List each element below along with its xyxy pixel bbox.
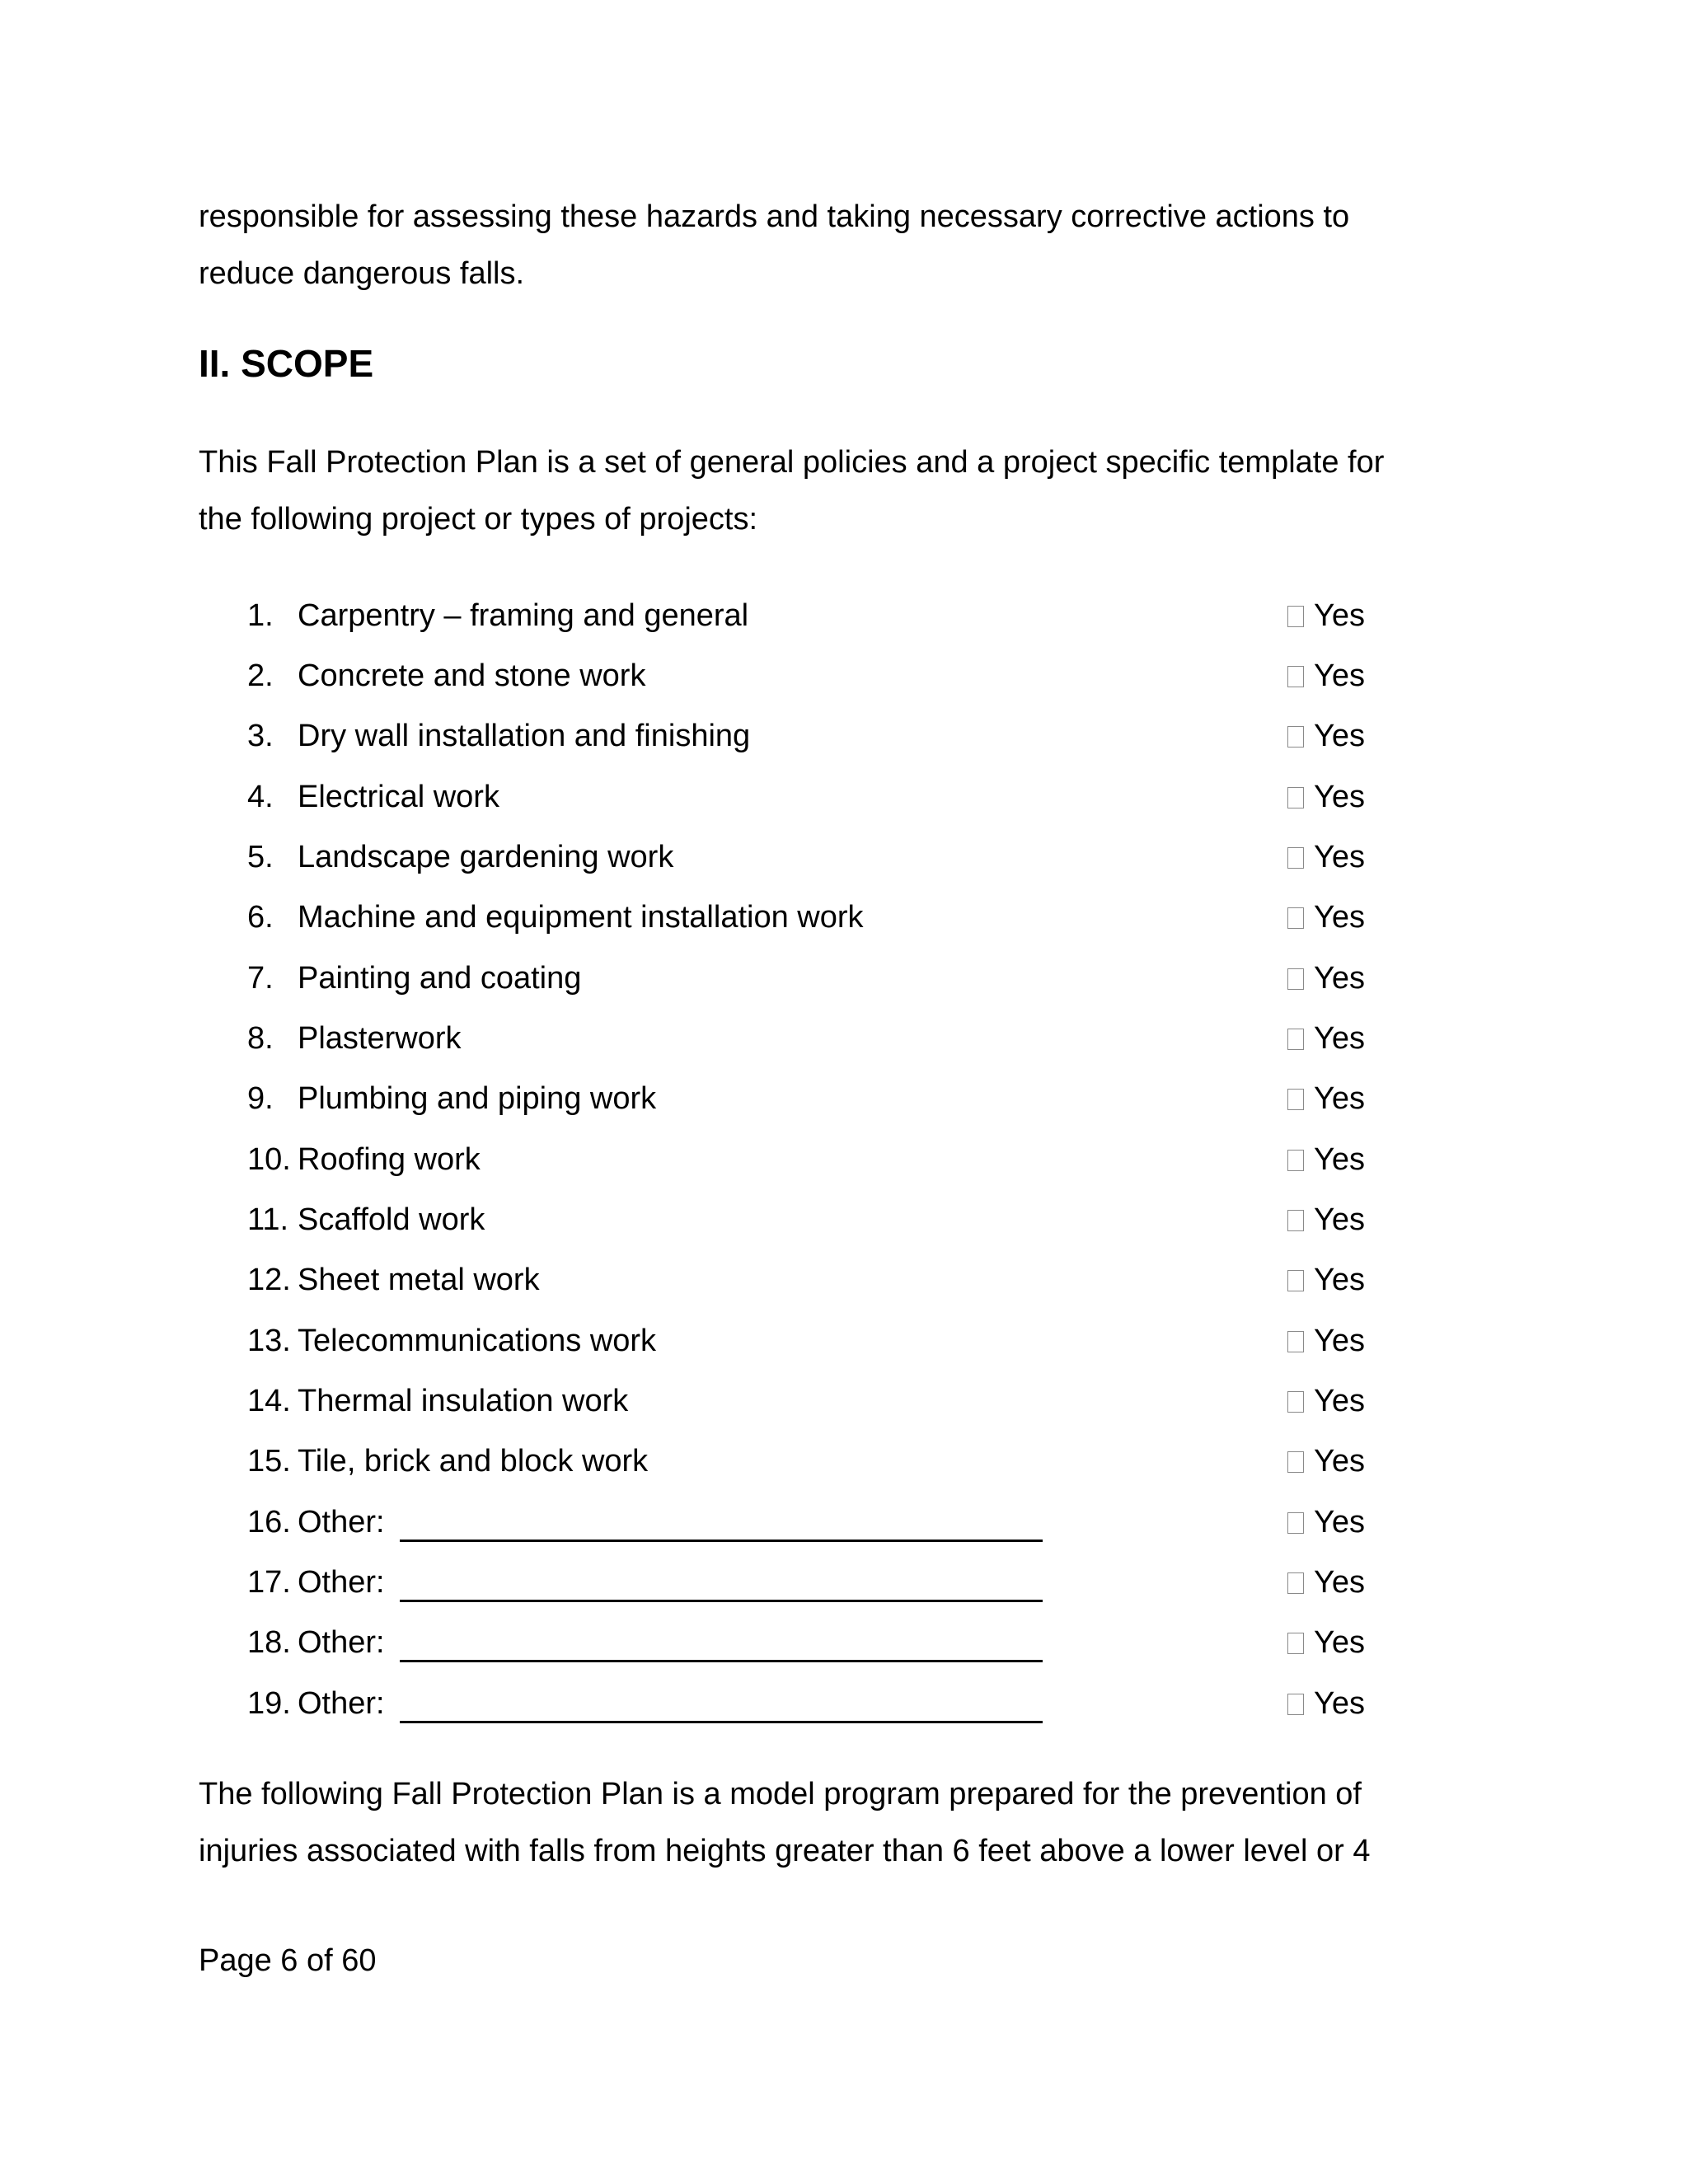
item-label: Electrical work	[298, 780, 499, 814]
item-number: 7.	[247, 961, 274, 996]
yes-label: Yes	[1314, 658, 1365, 693]
yes-label: Yes	[1314, 1444, 1365, 1479]
checkbox-icon[interactable]	[1287, 1029, 1304, 1050]
yes-label: Yes	[1314, 1142, 1365, 1177]
section-heading: II. SCOPE	[199, 342, 374, 385]
yes-label: Yes	[1314, 1686, 1365, 1721]
yes-label: Yes	[1314, 1081, 1365, 1116]
yes-option[interactable]	[1287, 1612, 1365, 1673]
item-number: 19.	[247, 1686, 291, 1721]
checkbox-icon[interactable]	[1287, 1572, 1304, 1594]
yes-option[interactable]	[1287, 827, 1365, 888]
checkbox-icon[interactable]	[1287, 1150, 1304, 1171]
yes-option[interactable]	[1287, 1008, 1365, 1069]
yes-label: Yes	[1314, 1021, 1365, 1056]
item-number: 3.	[247, 719, 274, 753]
checkbox-icon[interactable]	[1287, 1633, 1304, 1654]
yes-label: Yes	[1314, 719, 1365, 753]
item-label: Concrete and stone work	[298, 658, 646, 693]
item-label: Sheet metal work	[298, 1263, 540, 1297]
paragraph-line: reduce dangerous falls.	[199, 256, 525, 291]
yes-option[interactable]	[1287, 645, 1365, 706]
item-label: Thermal insulation work	[298, 1384, 629, 1418]
list-item	[0, 1008, 1688, 1069]
item-label: Painting and coating	[298, 961, 582, 996]
list-item	[0, 705, 1688, 766]
paragraph-line: injuries associated with falls from heights greater than 6 feet above a lower level or 4	[199, 1834, 1371, 1868]
item-number: 6.	[247, 900, 274, 935]
item-label: Tile, brick and block work	[298, 1444, 649, 1479]
yes-option[interactable]	[1287, 1189, 1365, 1250]
item-number: 9.	[247, 1081, 274, 1116]
checkbox-icon[interactable]	[1287, 1451, 1304, 1473]
paragraph-line: This Fall Protection Plan is a set of general policies and a project specific template for	[199, 445, 1385, 480]
item-number: 17.	[247, 1565, 291, 1600]
item-number: 1.	[247, 598, 274, 633]
paragraph-line: responsible for assessing these hazards and taking necessary corrective actions to	[199, 199, 1350, 234]
item-number: 18.	[247, 1625, 291, 1660]
yes-label: Yes	[1314, 780, 1365, 814]
checkbox-icon[interactable]	[1287, 1331, 1304, 1352]
yes-label: Yes	[1314, 1565, 1365, 1600]
list-item	[0, 827, 1688, 888]
yes-option[interactable]	[1287, 948, 1365, 1009]
other-fill-in-line[interactable]	[400, 1660, 1043, 1662]
paragraph-line: the following project or types of projects:	[199, 502, 758, 537]
item-label: Other:	[298, 1565, 385, 1600]
item-number: 8.	[247, 1021, 274, 1056]
item-label: Roofing work	[298, 1142, 481, 1177]
yes-option[interactable]	[1287, 887, 1365, 948]
checkbox-icon[interactable]	[1287, 787, 1304, 808]
yes-option[interactable]	[1287, 1431, 1365, 1492]
other-fill-in-line[interactable]	[400, 1721, 1043, 1723]
item-number: 16.	[247, 1505, 291, 1540]
yes-option[interactable]	[1287, 705, 1365, 766]
yes-label: Yes	[1314, 1384, 1365, 1418]
yes-label: Yes	[1314, 1625, 1365, 1660]
list-item	[0, 1673, 1688, 1734]
item-number: 2.	[247, 658, 274, 693]
item-number: 4.	[247, 780, 274, 814]
yes-option[interactable]	[1287, 766, 1365, 827]
list-item	[0, 887, 1688, 948]
item-label: Plumbing and piping work	[298, 1081, 657, 1116]
yes-option[interactable]	[1287, 585, 1365, 646]
checkbox-icon[interactable]	[1287, 726, 1304, 748]
checkbox-icon[interactable]	[1287, 968, 1304, 990]
other-fill-in-line[interactable]	[400, 1600, 1043, 1602]
item-label: Carpentry – framing and general	[298, 598, 749, 633]
item-label: Landscape gardening work	[298, 840, 674, 874]
item-label: Dry wall installation and finishing	[298, 719, 751, 753]
list-item	[0, 766, 1688, 827]
list-item	[0, 1552, 1688, 1613]
item-label: Plasterwork	[298, 1021, 462, 1056]
checkbox-icon[interactable]	[1287, 1391, 1304, 1413]
item-number: 12.	[247, 1263, 291, 1297]
yes-option[interactable]	[1287, 1129, 1365, 1190]
checkbox-icon[interactable]	[1287, 1270, 1304, 1291]
item-number: 5.	[247, 840, 274, 874]
item-number: 13.	[247, 1324, 291, 1358]
yes-label: Yes	[1314, 900, 1365, 935]
item-label: Other:	[298, 1625, 385, 1660]
yes-label: Yes	[1314, 840, 1365, 874]
yes-label: Yes	[1314, 1505, 1365, 1540]
yes-option[interactable]	[1287, 1552, 1365, 1613]
yes-option[interactable]	[1287, 1310, 1365, 1371]
list-item	[0, 948, 1688, 1009]
yes-option[interactable]	[1287, 1371, 1365, 1432]
intro-paragraph	[199, 189, 1501, 302]
other-fill-in-line[interactable]	[400, 1540, 1043, 1542]
list-item	[0, 1371, 1688, 1432]
list-item	[0, 585, 1688, 646]
item-label: Scaffold work	[298, 1202, 485, 1237]
checkbox-icon[interactable]	[1287, 847, 1304, 869]
yes-label: Yes	[1314, 1324, 1365, 1358]
list-item	[0, 1310, 1688, 1371]
list-item	[0, 1431, 1688, 1492]
list-item	[0, 1068, 1688, 1129]
checkbox-icon[interactable]	[1287, 1089, 1304, 1110]
list-item	[0, 1129, 1688, 1190]
list-item	[0, 645, 1688, 706]
checkbox-icon[interactable]	[1287, 1694, 1304, 1715]
item-number: 11.	[247, 1202, 289, 1237]
item-number: 14.	[247, 1384, 291, 1418]
list-item	[0, 1189, 1688, 1250]
closing-paragraph	[199, 1766, 1501, 1880]
yes-label: Yes	[1314, 1202, 1365, 1237]
paragraph-line: The following Fall Protection Plan is a model program prepared for the prevention of	[199, 1777, 1362, 1811]
yes-option[interactable]	[1287, 1249, 1365, 1310]
yes-label: Yes	[1314, 961, 1365, 996]
item-label: Other:	[298, 1505, 385, 1540]
page-number: Page 6 of 60	[199, 1943, 377, 1978]
yes-option[interactable]	[1287, 1492, 1365, 1553]
scope-paragraph	[199, 434, 1501, 548]
checkbox-icon[interactable]	[1287, 606, 1304, 627]
list-item	[0, 1612, 1688, 1673]
checkbox-icon[interactable]	[1287, 907, 1304, 929]
yes-option[interactable]	[1287, 1068, 1365, 1129]
list-item	[0, 1492, 1688, 1553]
item-number: 15.	[247, 1444, 291, 1479]
yes-label: Yes	[1314, 598, 1365, 633]
yes-label: Yes	[1314, 1263, 1365, 1297]
yes-option[interactable]	[1287, 1673, 1365, 1734]
checkbox-icon[interactable]	[1287, 1512, 1304, 1534]
item-label: Telecommunications work	[298, 1324, 657, 1358]
item-label: Machine and equipment installation work	[298, 900, 864, 935]
item-label: Other:	[298, 1686, 385, 1721]
checkbox-icon[interactable]	[1287, 666, 1304, 687]
item-number: 10.	[247, 1142, 291, 1177]
checkbox-icon[interactable]	[1287, 1210, 1304, 1231]
list-item	[0, 1249, 1688, 1310]
